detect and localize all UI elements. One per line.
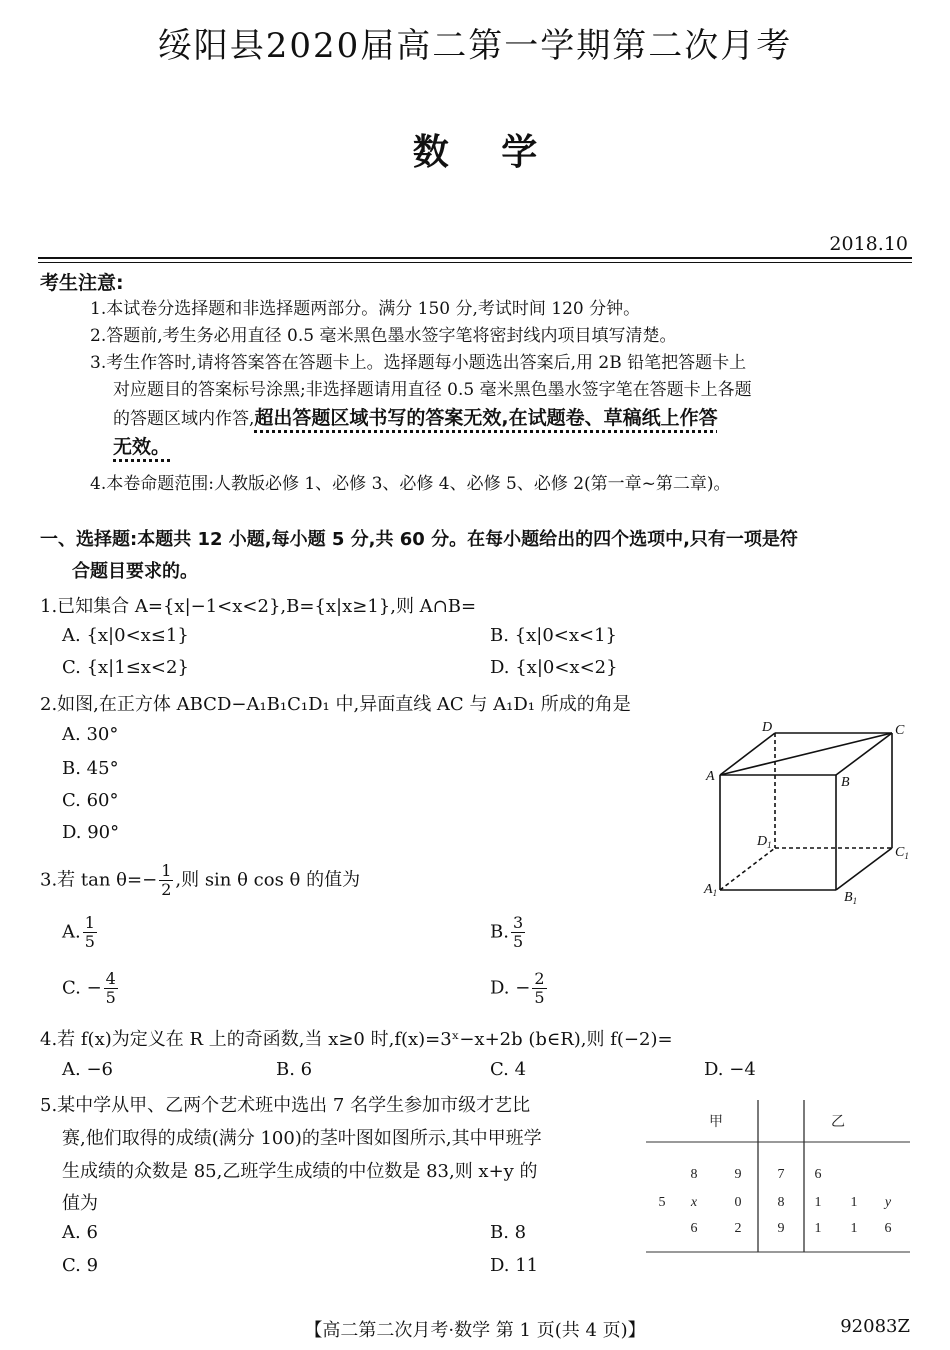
question-2-stem: 2.如图,在正方体 ABCD−A₁B₁C₁D₁ 中,异面直线 AC 与 A₁D₁ 所成的角是 (40, 694, 631, 715)
q1-option-c: C. {x|1≤x<2} (62, 657, 189, 678)
q2-option-b: B. 45° (62, 758, 119, 779)
paper-code: 92083Z (840, 1316, 910, 1337)
q4-option-c: C. 4 (490, 1059, 527, 1080)
notice-heading: 考生注意: (40, 272, 124, 294)
table-head-right: 乙 (831, 1115, 845, 1130)
q3-fraction (159, 862, 173, 899)
q2-option-d: D. 90° (62, 822, 120, 843)
notice-item-1: 1.本试卷分选择题和非选择题两部分。满分 150 分,考试时间 120 分钟。 (90, 299, 641, 319)
leaf-left: 2 (734, 1221, 742, 1236)
exam-title: 绥阳县2020届高二第一学期第二次月考 (157, 26, 793, 66)
label-a1: $A_1$ (704, 882, 718, 898)
label-b1: $B_1$ (844, 890, 858, 904)
table-head-left: 甲 (709, 1115, 723, 1130)
stem-value: 7 (777, 1167, 785, 1182)
q3-option-d: D. − $\frac{2}{5}$ (490, 969, 545, 1007)
q3-option-a: A. $\frac{1}{5}$ (62, 913, 95, 951)
notice-item-3-text: 的答题区域内作答, (113, 409, 255, 429)
notice-item-4: 4.本卷命题范围:人教版必修 1、必修 3、必修 4、必修 5、必修 2(第一章~第二章)。 (90, 474, 731, 494)
question-1-stem: 1.已知集合 A={x|−1<x<2},B={x|x≥1},则 A∩B= (40, 596, 477, 617)
q1-option-a: A. {x|0<x≤1} (62, 625, 189, 646)
question-4-stem: 4.若 f(x)为定义在 R 上的奇函数,当 x≥0 时,f(x)=3ˣ−x+2b (b∈R),则 f(−2)= (40, 1029, 673, 1050)
header-rule-thin (38, 262, 912, 263)
stem-value: 8 (777, 1195, 785, 1210)
edge-b1c1 (836, 848, 892, 890)
leaf-left: 0 (734, 1195, 742, 1210)
leaf-left: 5 (658, 1195, 666, 1210)
leaf-left: x (690, 1195, 698, 1210)
q1-option-b: B. {x|0<x<1} (490, 625, 618, 646)
label-d1: $D_1$ (757, 834, 772, 850)
page-footer: 【高二第二次月考·数学 第 1 页(共 4 页)】 (304, 1320, 646, 1341)
q2-option-c: C. 60° (62, 790, 119, 811)
stem-value: 9 (777, 1221, 785, 1236)
question-5-line-4: 值为 (62, 1193, 98, 1214)
leaf-right: 6 (814, 1167, 822, 1182)
section-line-2: 合题目要求的。 (72, 561, 198, 582)
edge-a1d1-hidden (720, 848, 775, 890)
leaf-left: 8 (690, 1167, 698, 1182)
leaf-left: 9 (734, 1167, 742, 1182)
q3-frac-num: 1 (161, 861, 172, 880)
question-5-line-1: 5.某中学从甲、乙两个艺术班中选出 7 名学生参加市级才艺比 (40, 1095, 531, 1116)
q3-stem-pre: 3.若 tan θ=− (40, 869, 158, 891)
q2-option-a: A. 30° (62, 724, 119, 745)
notice-item-2: 2.答题前,考生务必用直径 0.5 毫米黑色墨水签字笔将密封线内项目填写清楚。 (90, 326, 677, 346)
q5-option-d: D. 11 (490, 1255, 539, 1276)
q3-frac-den: 2 (161, 880, 172, 899)
notice-emphasis-end: 无效。 (113, 436, 171, 458)
q3-option-b: B. $\frac{3}{5}$ (490, 913, 524, 951)
notice-emphasis: 超出答题区域书写的答案无效,在试题卷、草稿纸上作答 (254, 407, 718, 429)
leaf-right: 1 (850, 1195, 858, 1210)
label-c1: $C_1$ (895, 845, 909, 861)
label-b: B (841, 775, 850, 790)
question-5-line-2: 赛,他们取得的成绩(满分 100)的茎叶图如图所示,其中甲班学 (62, 1128, 542, 1149)
stem-leaf-plot (646, 1100, 910, 1254)
leaf-right: 1 (814, 1195, 822, 1210)
subject-title: 数 学 (412, 132, 538, 173)
exam-date: 2018.10 (829, 233, 908, 255)
question-5-line-3: 生成绩的众数是 85,乙班学生成绩的中位数是 83,则 x+y 的 (62, 1161, 538, 1182)
label-d: D (762, 720, 773, 735)
label-c: C (895, 723, 905, 738)
q4-option-d: D. −4 (704, 1059, 756, 1080)
leaf-left: 6 (690, 1221, 698, 1236)
notice-item-3-cont2 (113, 405, 718, 433)
leaf-right: 1 (850, 1221, 858, 1236)
leaf-right: y (884, 1195, 892, 1210)
leaf-right: 1 (814, 1221, 822, 1236)
q4-option-b: B. 6 (276, 1059, 313, 1080)
q1-option-d: D. {x|0<x<2} (490, 657, 618, 678)
q5-option-c: C. 9 (62, 1255, 99, 1276)
q3-stem-post: ,则 sin θ cos θ 的值为 (175, 869, 361, 891)
section-line-1: 一、选择题:本题共 12 小题,每小题 5 分,共 60 分。在每小题给出的四个选项中,只有一项是符 (40, 529, 798, 550)
diagonal-ac (720, 733, 892, 775)
question-3-stem (40, 862, 360, 899)
leaf-right: 6 (884, 1221, 892, 1236)
cube-figure (700, 718, 912, 904)
q4-option-a: A. −6 (62, 1059, 113, 1080)
q5-option-a: A. 6 (62, 1222, 98, 1243)
notice-item-3-cont: 对应题目的答案标号涂黑;非选择题请用直径 0.5 毫米黑色墨水签字笔在答题卡上各题 (113, 380, 752, 400)
header-rule-thick (38, 257, 912, 259)
section-heading (40, 524, 915, 588)
label-a: A (706, 769, 715, 784)
notice-item-3-end (113, 434, 170, 462)
q3-option-c: C. − $\frac{4}{5}$ (62, 969, 116, 1007)
q5-option-b: B. 8 (490, 1222, 527, 1243)
notice-item-3: 3.考生作答时,请将答案答在答题卡上。选择题每小题选出答案后,用 2B 铅笔把答题卡上 (90, 353, 747, 373)
